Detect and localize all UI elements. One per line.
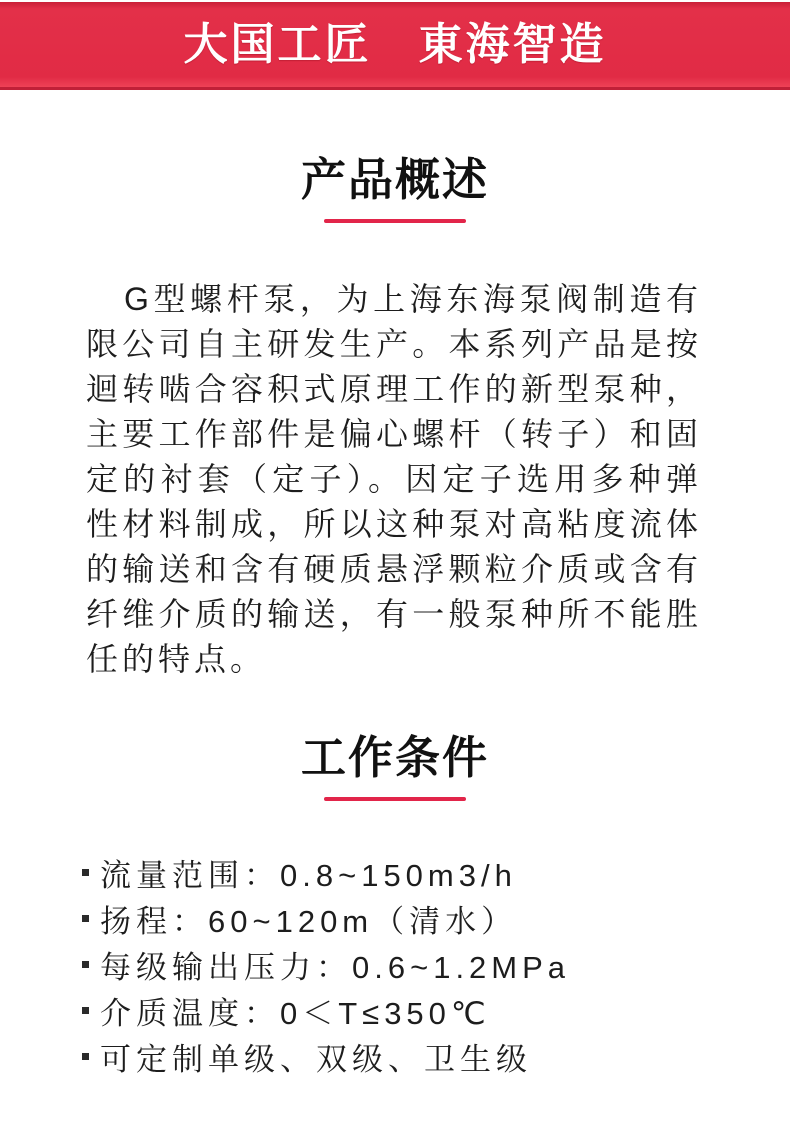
bullet-dot-icon [82,1053,89,1060]
overview-paragraph: G型螺杆泵，为上海东海泵阀制造有限公司自主研发生产。本系列产品是按迴转啮合容积式原理工作的新型泵种，主要工作部件是偏心螺杆（转子）和固定的衬套（定子）。因定子选用多种弹性材料制成，所以这种泵对高粘度流体的输送和含有硬质悬浮颗粒介质或含有纤维介质的输送，有一般泵种所不能胜任的特点。 [86,281,702,677]
condition-stage-pressure: 每级输出压力：0.6~1.2MPa [100,949,571,985]
list-item [82,849,720,895]
header-banner [0,2,790,90]
list-item [82,941,720,987]
title-underline [324,797,466,801]
condition-customization: 可定制单级、双级、卫生级 [100,1041,532,1077]
conditions-section-title: 工作条件 [300,732,489,783]
title-underline [324,219,466,223]
section-product-overview [0,90,790,682]
product-description [0,90,790,1079]
conditions-list [0,849,790,1079]
section-working-conditions [0,682,790,1079]
bullet-dot-icon [82,915,89,922]
list-item [82,895,720,941]
banner-title: 大国工匠 東海智造 [183,19,607,69]
overview-section-title: 产品概述 [300,154,489,205]
condition-head: 扬程：60~120m（清水） [100,903,518,939]
condition-flow-range: 流量范围：0.8~150m3/h [100,857,517,893]
list-item [82,1033,720,1079]
bullet-dot-icon [82,961,89,968]
list-item [82,987,720,1033]
condition-medium-temperature: 介质温度：0＜T≤350℃ [100,995,491,1031]
bullet-dot-icon [82,1007,89,1014]
bullet-dot-icon [82,869,89,876]
